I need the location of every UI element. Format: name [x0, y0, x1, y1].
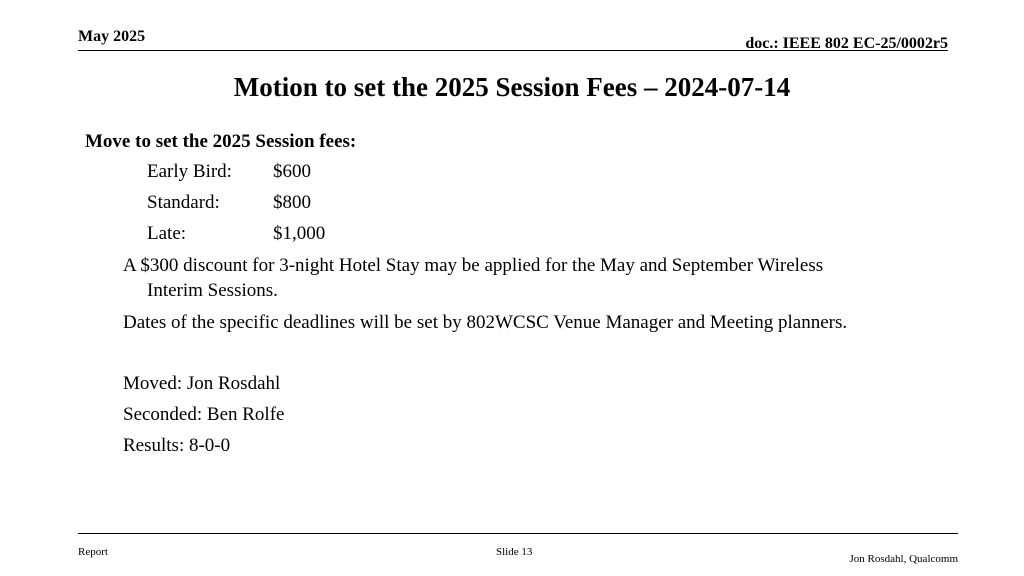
fee-amount: $600 — [273, 161, 311, 182]
slide-title: Motion to set the 2025 Session Fees – 2024-07-14 — [233, 72, 791, 102]
fee-row-late — [147, 223, 325, 245]
moved-by: Moved: Jon Rosdahl — [123, 373, 281, 394]
discount-text: A $300 discount for 3-night Hotel Stay may be applied for the May and September Wireless — [123, 255, 824, 276]
footer-report: Report — [78, 546, 108, 558]
header-doc-id: doc.: IEEE 802 EC-25/0002r5 — [745, 35, 948, 52]
vote-results: Results: 8-0-0 — [123, 435, 231, 456]
fee-row-standard — [147, 192, 311, 214]
fee-row-early-bird — [147, 161, 311, 183]
footer-author: Jon Rosdahl, Qualcomm — [849, 553, 958, 565]
deadlines-text: Dates of the specific deadlines will be set by 802WCSC Venue Manager and Meeting planners. — [123, 312, 848, 333]
footer-slide-number: Slide 13 — [496, 546, 533, 558]
fee-amount: $1,000 — [273, 223, 326, 244]
fee-label: Late: — [147, 223, 187, 244]
fee-label: Early Bird: — [147, 161, 232, 182]
discount-text-continued: Interim Sessions. — [147, 280, 278, 301]
motion-lead: Move to set the 2025 Session fees: — [85, 131, 357, 152]
header-date: May 2025 — [78, 28, 146, 45]
header-divider — [78, 50, 948, 51]
seconded-by: Seconded: Ben Rolfe — [123, 404, 285, 425]
fee-label: Standard: — [147, 192, 220, 213]
footer-divider — [78, 533, 958, 534]
fee-amount: $800 — [273, 192, 311, 213]
